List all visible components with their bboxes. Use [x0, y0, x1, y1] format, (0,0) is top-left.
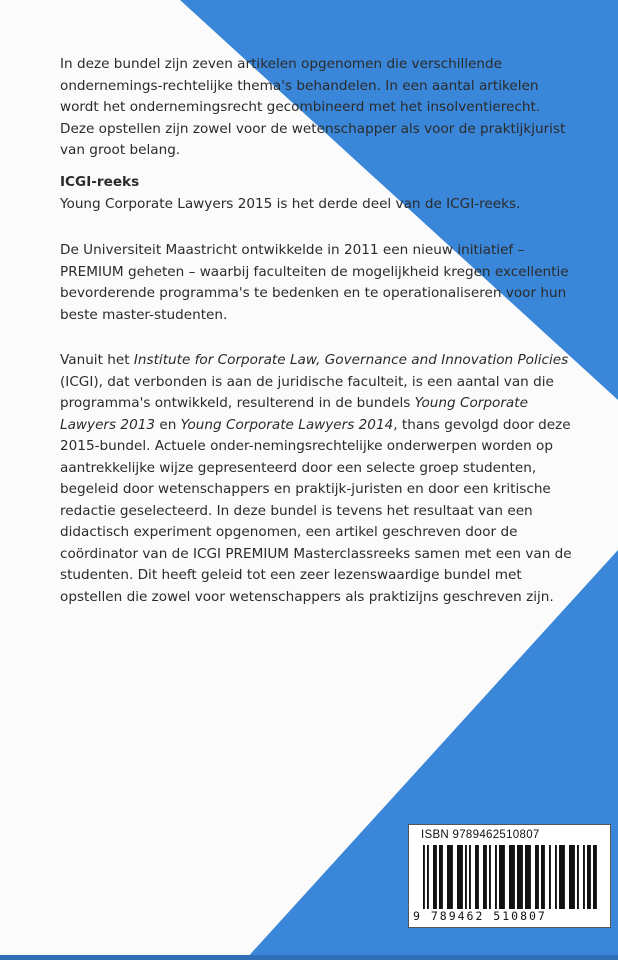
premium-section	[60, 240, 572, 326]
barcode-bar	[535, 845, 539, 909]
barcode-bars	[423, 845, 601, 909]
icgi-text-1: Vanuit het	[60, 352, 134, 368]
barcode-bar	[559, 845, 565, 909]
body-text	[60, 54, 572, 162]
premium-paragraph: De Universiteit Maastricht ontwikkelde in 2011 een nieuw initiatief – PREMIUM geheten – waarbij faculteiten de mogelijkheid kregen excellentie bevorderende programma's te bedenken en te operationaliseren voor hun beste master-studenten.	[60, 242, 569, 323]
barcode-bar	[509, 845, 515, 909]
series-section	[60, 172, 572, 215]
barcode-bar	[593, 845, 597, 909]
intro-paragraph: In deze bundel zijn zeven artikelen opgenomen die verschillende ondernemings-rechtelijke thema's behandelen. In een aantal artikelen wordt het ondernemingsrecht gecombineerd met het insolventierecht. Deze opstellen zijn zowel voor de wetenschapper als voor de praktijkjurist van groot belang.	[60, 56, 566, 158]
book-title-2013: Young Corporate Lawyers 2013	[60, 395, 528, 433]
institute-name: Institute for Corporate Law, Governance and Innovation Policies	[133, 352, 569, 368]
barcode-bar	[583, 845, 585, 909]
barcode-bar	[517, 845, 523, 909]
barcode-bar	[465, 845, 467, 909]
barcode-bar	[439, 845, 443, 909]
icgi-section	[60, 350, 572, 608]
barcode-bar	[457, 845, 463, 909]
series-heading: ICGI-reeks	[60, 174, 140, 190]
barcode-bar	[499, 845, 505, 909]
icgi-paragraph	[60, 350, 572, 608]
barcode-bar	[483, 845, 487, 909]
icgi-text-4: , thans gevolgd door deze 2015-bundel. Actuele onder-nemingsrechtelijke onderwerpen worden op aantrekkelijke wijze gepresenteerd door een selecte groep studenten, begeleid door wetenschappers en praktijk-juristen en door een kritische redactie geselecteerd. In deze bundel is tevens het resultaat van een didactisch experiment opgenomen, een artikel geschreven door de coördinator van de ICGI PREMIUM Masterclassreeks samen met een van de studenten. Dit heeft geleid tot een zeer lezenswaardige bundel met opstellen die zowel voor wetenschappers als praktizijns geschreven zijn.	[60, 416, 572, 605]
barcode-bar	[577, 845, 579, 909]
barcode-bar	[549, 845, 551, 909]
barcode-bar	[555, 845, 557, 909]
barcode-bar	[475, 845, 479, 909]
book-title-2014: Young Corporate Lawyers 2014	[180, 416, 394, 433]
barcode-bar	[587, 845, 591, 909]
barcode-bar	[541, 845, 545, 909]
bottom-edge	[0, 955, 618, 960]
series-paragraph: Young Corporate Lawyers 2015 is het derde deel van de ICGI-reeks.	[60, 195, 521, 212]
barcode-bar	[489, 845, 491, 909]
isbn-digits: 9 789462 510807	[413, 909, 547, 923]
barcode-bar	[469, 845, 471, 909]
barcode-bar	[525, 845, 531, 909]
barcode-bar	[433, 845, 437, 909]
barcode-bar	[569, 845, 575, 909]
barcode-bar	[495, 845, 497, 909]
isbn-label: ISBN 9789462510807	[421, 829, 540, 841]
isbn-barcode	[408, 824, 611, 928]
icgi-text-2: (ICGI), dat verbonden is aan de juridische faculteit, is een aantal van die programma's ontwikkeld, resulterend in de bundels	[60, 373, 554, 411]
icgi-text-3: en	[155, 416, 181, 433]
barcode-bar	[447, 845, 453, 909]
barcode-bar	[423, 845, 425, 909]
barcode-bar	[427, 845, 429, 909]
